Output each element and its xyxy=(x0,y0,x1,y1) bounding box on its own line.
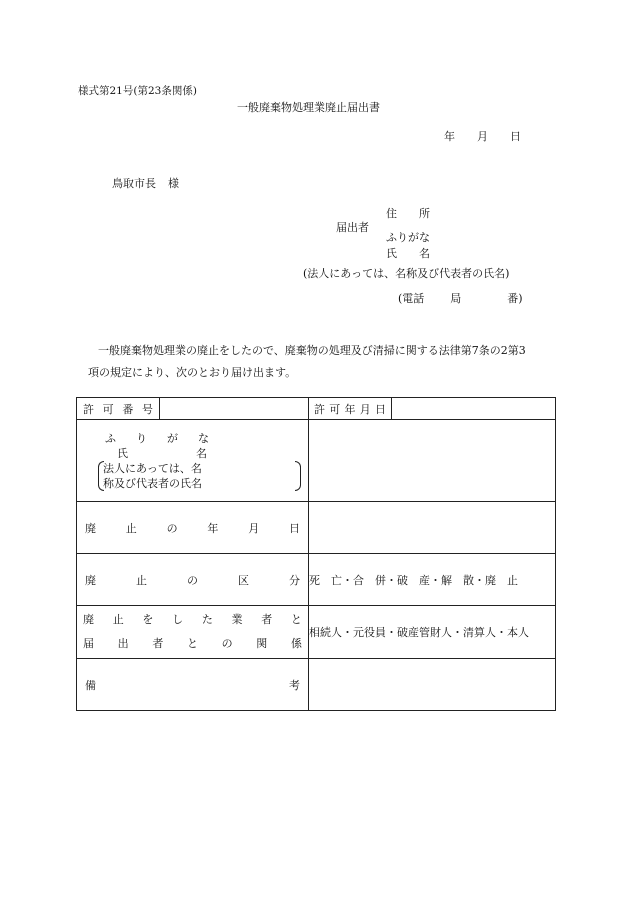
corporate-note: (法人にあっては、名称及び代表者の氏名) xyxy=(303,267,510,280)
date-year-label: 年 xyxy=(444,130,455,143)
document-title: 一般廃棄物処理業廃止届出書 xyxy=(237,101,380,114)
date-day-label: 日 xyxy=(510,130,521,143)
addressee-honorific: 様 xyxy=(168,177,179,190)
name-label xyxy=(77,420,309,502)
phone-exchange: 局 xyxy=(450,292,462,305)
applicant-name-label: 氏 名 xyxy=(386,247,430,260)
permit-date-label: 許 可 年 月 日 xyxy=(309,398,392,420)
relation-row xyxy=(77,606,556,659)
remarks-label: 備 考 xyxy=(77,659,309,711)
abolition-type-options[interactable]: 死 亡・合 併・破 産・解 散・廃 止 xyxy=(309,554,556,606)
abolition-date-field[interactable] xyxy=(309,502,556,554)
date-line xyxy=(444,128,521,144)
date-month-label: 月 xyxy=(477,130,488,143)
name-row xyxy=(77,420,556,502)
form-number: 様式第21号(第23条関係) xyxy=(78,85,197,97)
name-main-label: 氏 名 xyxy=(117,446,207,460)
applicant-address-label: 住 所 xyxy=(386,207,430,220)
remarks-field[interactable] xyxy=(309,659,556,711)
body-line-1: 一般廃棄物処理業の廃止をしたので、廃棄物の処理及び清掃に関する法律第7条の2第3 xyxy=(98,344,526,357)
relation-label: 廃 止 を し た 業 者 と 届 出 者 と の 関 係 xyxy=(77,606,309,659)
abolition-type-label: 廃 止 の 区 分 xyxy=(77,554,309,606)
applicant-furigana-label: ふりがな xyxy=(386,231,430,244)
body-text xyxy=(78,340,556,384)
body-line-2: 項の規定により、次のとおり届け出ます。 xyxy=(88,366,297,379)
remarks-row xyxy=(77,659,556,711)
permit-number-label: 許 可 番 号 xyxy=(77,398,160,420)
addressee-name: 鳥取市長 xyxy=(112,177,156,190)
permit-number-field[interactable] xyxy=(160,398,309,420)
name-corporate-note: 法人にあっては、名 称及び代表者の氏名 xyxy=(99,461,300,491)
addressee xyxy=(112,175,179,191)
notification-table xyxy=(76,397,556,711)
name-furigana-label: ふ り が な xyxy=(105,431,209,445)
abolition-type-row xyxy=(77,554,556,606)
phone-line xyxy=(398,290,523,306)
phone-number: 番) xyxy=(507,292,523,305)
abolition-date-row xyxy=(77,502,556,554)
phone-open: (電話 xyxy=(398,292,425,305)
relation-options[interactable]: 相続人・元役員・破産管財人・清算人・本人 xyxy=(309,606,556,659)
permit-date-field[interactable] xyxy=(392,398,556,420)
abolition-date-label: 廃 止 の 年 月 日 xyxy=(77,502,309,554)
name-field[interactable] xyxy=(309,420,556,502)
permit-row xyxy=(77,398,556,420)
applicant-label: 届出者 xyxy=(336,221,369,234)
